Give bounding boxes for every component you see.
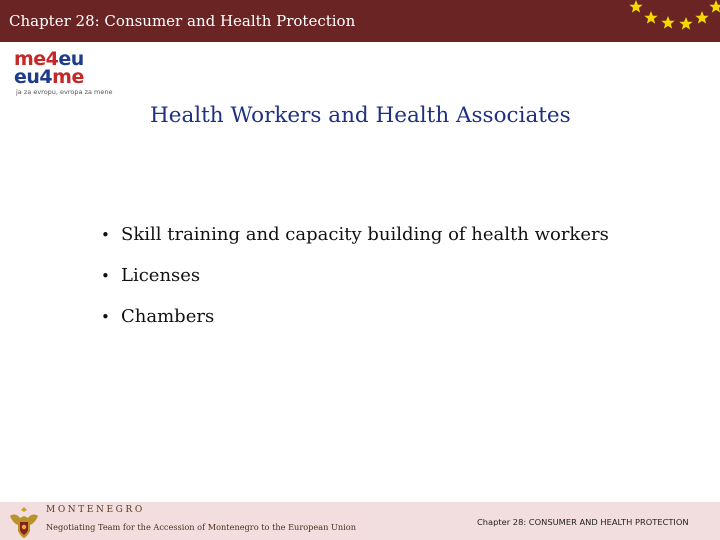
bullet-text: Skill training and capacity building of health workers bbox=[121, 224, 609, 245]
bullet-dot: • bbox=[101, 267, 110, 285]
bullet-text: Chambers bbox=[121, 306, 215, 327]
star-icon bbox=[629, 0, 642, 13]
star-icon bbox=[709, 0, 720, 13]
star-icon bbox=[695, 11, 708, 24]
bullet-dot: • bbox=[101, 308, 110, 326]
star-icon bbox=[644, 11, 657, 24]
footer-country-name: MONTENEGRO bbox=[46, 505, 145, 515]
chapter-header-title: Chapter 28: Consumer and Health Protection bbox=[9, 12, 356, 30]
logo-tagline: ja za evropu, evropa za mene bbox=[16, 88, 113, 96]
montenegro-coat-of-arms-icon bbox=[6, 504, 42, 540]
slide-title: Health Workers and Health Associates bbox=[150, 103, 571, 128]
footer-chapter-label: Chapter 28: CONSUMER AND HEALTH PROTECTION bbox=[477, 517, 689, 527]
logo-line-1: me4eu bbox=[14, 48, 84, 70]
logo-line-2: eu4me bbox=[14, 66, 84, 88]
footer-negotiating-team: Negotiating Team for the Accession of Montenegro to the European Union bbox=[46, 522, 357, 532]
bullet-text: Licenses bbox=[121, 265, 201, 286]
bullet-dot: • bbox=[101, 226, 110, 244]
me4eu-logo bbox=[14, 50, 114, 98]
star-icon bbox=[679, 17, 692, 30]
star-icon bbox=[661, 16, 674, 29]
eu-stars-decoration bbox=[620, 0, 720, 42]
